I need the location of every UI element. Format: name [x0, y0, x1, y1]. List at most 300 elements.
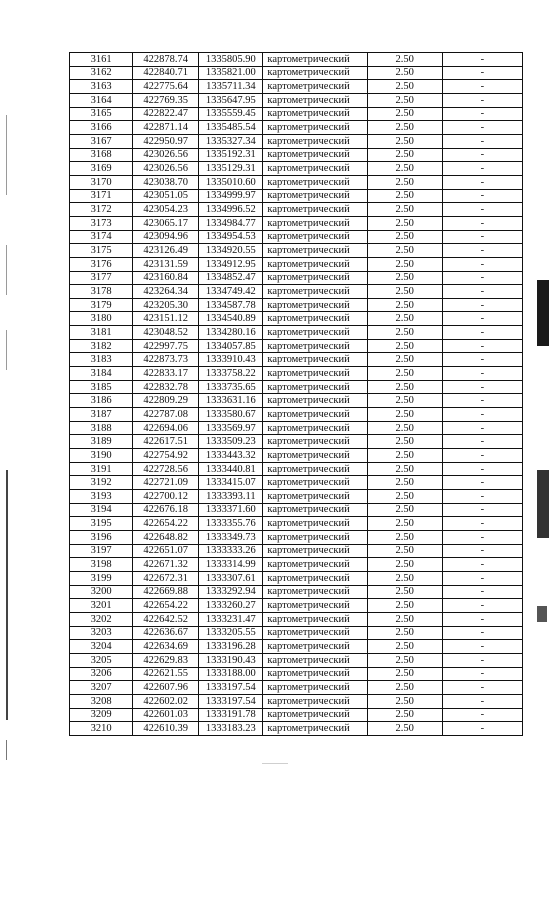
table-row — [70, 503, 523, 517]
point-number-cell: 3163 — [70, 80, 133, 94]
accuracy-cell: 2.50 — [367, 312, 442, 326]
table-row — [70, 216, 523, 230]
accuracy-cell: 2.50 — [367, 134, 442, 148]
table-row — [70, 476, 523, 490]
method-cell: картометрический — [263, 530, 367, 544]
description-cell: - — [442, 380, 522, 394]
point-number-cell: 3198 — [70, 558, 133, 572]
y-coordinate-cell: 1334999.97 — [199, 189, 263, 203]
y-coordinate-cell: 1334540.89 — [199, 312, 263, 326]
x-coordinate-cell: 422950.97 — [133, 134, 199, 148]
table-row — [70, 380, 523, 394]
accuracy-cell: 2.50 — [367, 722, 442, 736]
description-cell: - — [442, 476, 522, 490]
point-number-cell: 3193 — [70, 490, 133, 504]
y-coordinate-cell: 1333231.47 — [199, 612, 263, 626]
point-number-cell: 3208 — [70, 694, 133, 708]
point-number-cell: 3182 — [70, 339, 133, 353]
method-cell: картометрический — [263, 476, 367, 490]
table-row — [70, 326, 523, 340]
accuracy-cell: 2.50 — [367, 462, 442, 476]
y-coordinate-cell: 1333415.07 — [199, 476, 263, 490]
table-row — [70, 244, 523, 258]
method-cell: картометрический — [263, 326, 367, 340]
y-coordinate-cell: 1333758.22 — [199, 367, 263, 381]
method-cell: картометрический — [263, 585, 367, 599]
description-cell: - — [442, 449, 522, 463]
x-coordinate-cell: 422671.32 — [133, 558, 199, 572]
accuracy-cell: 2.50 — [367, 353, 442, 367]
table-row — [70, 681, 523, 695]
description-cell: - — [442, 517, 522, 531]
accuracy-cell: 2.50 — [367, 339, 442, 353]
accuracy-cell: 2.50 — [367, 681, 442, 695]
method-cell: картометрический — [263, 175, 367, 189]
point-number-cell: 3186 — [70, 394, 133, 408]
method-cell: картометрический — [263, 285, 367, 299]
y-coordinate-cell: 1335647.95 — [199, 93, 263, 107]
table-row — [70, 449, 523, 463]
description-cell: - — [442, 694, 522, 708]
description-cell: - — [442, 708, 522, 722]
table-row — [70, 612, 523, 626]
x-coordinate-cell: 422809.29 — [133, 394, 199, 408]
x-coordinate-cell: 422840.71 — [133, 66, 199, 80]
point-number-cell: 3191 — [70, 462, 133, 476]
y-coordinate-cell: 1333910.43 — [199, 353, 263, 367]
y-coordinate-cell: 1333191.78 — [199, 708, 263, 722]
table-row — [70, 653, 523, 667]
table-row — [70, 66, 523, 80]
x-coordinate-cell: 422822.47 — [133, 107, 199, 121]
table-row — [70, 558, 523, 572]
point-number-cell: 3210 — [70, 722, 133, 736]
description-cell: - — [442, 490, 522, 504]
accuracy-cell: 2.50 — [367, 544, 442, 558]
scan-artifact-right — [537, 606, 547, 622]
point-number-cell: 3201 — [70, 599, 133, 613]
y-coordinate-cell: 1333443.32 — [199, 449, 263, 463]
y-coordinate-cell: 1333183.23 — [199, 722, 263, 736]
point-number-cell: 3161 — [70, 53, 133, 67]
description-cell: - — [442, 257, 522, 271]
y-coordinate-cell: 1333260.27 — [199, 599, 263, 613]
description-cell: - — [442, 121, 522, 135]
description-cell: - — [442, 107, 522, 121]
point-number-cell: 3179 — [70, 298, 133, 312]
y-coordinate-cell: 1335129.31 — [199, 162, 263, 176]
method-cell: картометрический — [263, 681, 367, 695]
y-coordinate-cell: 1333349.73 — [199, 530, 263, 544]
x-coordinate-cell: 422672.31 — [133, 571, 199, 585]
table-row — [70, 585, 523, 599]
description-cell: - — [442, 626, 522, 640]
point-number-cell: 3207 — [70, 681, 133, 695]
description-cell: - — [442, 285, 522, 299]
description-cell: - — [442, 353, 522, 367]
point-number-cell: 3189 — [70, 435, 133, 449]
description-cell: - — [442, 722, 522, 736]
x-coordinate-cell: 423054.23 — [133, 203, 199, 217]
point-number-cell: 3169 — [70, 162, 133, 176]
description-cell: - — [442, 53, 522, 67]
method-cell: картометрический — [263, 121, 367, 135]
description-cell: - — [442, 66, 522, 80]
table-row — [70, 694, 523, 708]
method-cell: картометрический — [263, 612, 367, 626]
x-coordinate-cell: 422871.14 — [133, 121, 199, 135]
table-row — [70, 312, 523, 326]
x-coordinate-cell: 422833.17 — [133, 367, 199, 381]
y-coordinate-cell: 1333333.26 — [199, 544, 263, 558]
table-row — [70, 367, 523, 381]
point-number-cell: 3162 — [70, 66, 133, 80]
accuracy-cell: 2.50 — [367, 667, 442, 681]
accuracy-cell: 2.50 — [367, 298, 442, 312]
point-number-cell: 3164 — [70, 93, 133, 107]
description-cell: - — [442, 175, 522, 189]
method-cell: картометрический — [263, 722, 367, 736]
method-cell: картометрический — [263, 66, 367, 80]
scan-artifact-left — [6, 740, 7, 760]
point-number-cell: 3200 — [70, 585, 133, 599]
point-number-cell: 3174 — [70, 230, 133, 244]
x-coordinate-cell: 422997.75 — [133, 339, 199, 353]
y-coordinate-cell: 1335010.60 — [199, 175, 263, 189]
accuracy-cell: 2.50 — [367, 189, 442, 203]
x-coordinate-cell: 422694.06 — [133, 421, 199, 435]
method-cell: картометрический — [263, 626, 367, 640]
description-cell: - — [442, 667, 522, 681]
point-number-cell: 3196 — [70, 530, 133, 544]
y-coordinate-cell: 1335559.45 — [199, 107, 263, 121]
accuracy-cell: 2.50 — [367, 216, 442, 230]
point-number-cell: 3183 — [70, 353, 133, 367]
point-number-cell: 3176 — [70, 257, 133, 271]
point-number-cell: 3168 — [70, 148, 133, 162]
x-coordinate-cell: 423038.70 — [133, 175, 199, 189]
description-cell: - — [442, 271, 522, 285]
table-row — [70, 175, 523, 189]
y-coordinate-cell: 1333292.94 — [199, 585, 263, 599]
accuracy-cell: 2.50 — [367, 503, 442, 517]
method-cell: картометрический — [263, 244, 367, 258]
method-cell: картометрический — [263, 107, 367, 121]
x-coordinate-cell: 423094.96 — [133, 230, 199, 244]
point-number-cell: 3166 — [70, 121, 133, 135]
description-cell: - — [442, 612, 522, 626]
y-coordinate-cell: 1333190.43 — [199, 653, 263, 667]
table-row — [70, 394, 523, 408]
method-cell: картометрический — [263, 148, 367, 162]
description-cell: - — [442, 421, 522, 435]
description-cell: - — [442, 462, 522, 476]
y-coordinate-cell: 1334912.95 — [199, 257, 263, 271]
description-cell: - — [442, 367, 522, 381]
method-cell: картометрический — [263, 216, 367, 230]
point-number-cell: 3175 — [70, 244, 133, 258]
y-coordinate-cell: 1334954.53 — [199, 230, 263, 244]
point-number-cell: 3180 — [70, 312, 133, 326]
scan-artifact-right — [537, 470, 549, 538]
x-coordinate-cell: 422601.03 — [133, 708, 199, 722]
accuracy-cell: 2.50 — [367, 107, 442, 121]
description-cell: - — [442, 640, 522, 654]
table-row — [70, 257, 523, 271]
description-cell: - — [442, 599, 522, 613]
method-cell: картометрический — [263, 257, 367, 271]
table-row — [70, 189, 523, 203]
point-number-cell: 3194 — [70, 503, 133, 517]
point-number-cell: 3195 — [70, 517, 133, 531]
method-cell: картометрический — [263, 271, 367, 285]
scan-artifact-bottom — [262, 763, 288, 764]
method-cell: картометрический — [263, 571, 367, 585]
y-coordinate-cell: 1333205.55 — [199, 626, 263, 640]
point-number-cell: 3209 — [70, 708, 133, 722]
table-row — [70, 667, 523, 681]
point-number-cell: 3206 — [70, 667, 133, 681]
description-cell: - — [442, 326, 522, 340]
table-row — [70, 408, 523, 422]
point-number-cell: 3202 — [70, 612, 133, 626]
x-coordinate-cell: 422878.74 — [133, 53, 199, 67]
x-coordinate-cell: 422642.52 — [133, 612, 199, 626]
method-cell: картометрический — [263, 408, 367, 422]
x-coordinate-cell: 422700.12 — [133, 490, 199, 504]
table-row — [70, 722, 523, 736]
accuracy-cell: 2.50 — [367, 230, 442, 244]
accuracy-cell: 2.50 — [367, 326, 442, 340]
description-cell: - — [442, 134, 522, 148]
accuracy-cell: 2.50 — [367, 571, 442, 585]
x-coordinate-cell: 422634.69 — [133, 640, 199, 654]
y-coordinate-cell: 1333393.11 — [199, 490, 263, 504]
y-coordinate-cell: 1334852.47 — [199, 271, 263, 285]
y-coordinate-cell: 1335192.31 — [199, 148, 263, 162]
method-cell: картометрический — [263, 462, 367, 476]
accuracy-cell: 2.50 — [367, 175, 442, 189]
scan-artifact-right — [537, 280, 549, 346]
description-cell: - — [442, 394, 522, 408]
accuracy-cell: 2.50 — [367, 530, 442, 544]
description-cell: - — [442, 585, 522, 599]
x-coordinate-cell: 423205.30 — [133, 298, 199, 312]
x-coordinate-cell: 422754.92 — [133, 449, 199, 463]
accuracy-cell: 2.50 — [367, 517, 442, 531]
point-number-cell: 3205 — [70, 653, 133, 667]
description-cell: - — [442, 80, 522, 94]
description-cell: - — [442, 312, 522, 326]
description-cell: - — [442, 216, 522, 230]
point-number-cell: 3188 — [70, 421, 133, 435]
x-coordinate-cell: 422610.39 — [133, 722, 199, 736]
description-cell: - — [442, 435, 522, 449]
y-coordinate-cell: 1335327.34 — [199, 134, 263, 148]
scan-artifact-left — [6, 115, 7, 195]
method-cell: картометрический — [263, 162, 367, 176]
accuracy-cell: 2.50 — [367, 271, 442, 285]
method-cell: картометрический — [263, 708, 367, 722]
accuracy-cell: 2.50 — [367, 626, 442, 640]
table-row — [70, 107, 523, 121]
table-row — [70, 462, 523, 476]
method-cell: картометрический — [263, 667, 367, 681]
table-row — [70, 162, 523, 176]
point-number-cell: 3204 — [70, 640, 133, 654]
accuracy-cell: 2.50 — [367, 93, 442, 107]
x-coordinate-cell: 423048.52 — [133, 326, 199, 340]
x-coordinate-cell: 422787.08 — [133, 408, 199, 422]
y-coordinate-cell: 1333307.61 — [199, 571, 263, 585]
accuracy-cell: 2.50 — [367, 53, 442, 67]
y-coordinate-cell: 1333569.97 — [199, 421, 263, 435]
method-cell: картометрический — [263, 421, 367, 435]
point-number-cell: 3187 — [70, 408, 133, 422]
y-coordinate-cell: 1333440.81 — [199, 462, 263, 476]
description-cell: - — [442, 408, 522, 422]
accuracy-cell: 2.50 — [367, 640, 442, 654]
x-coordinate-cell: 422617.51 — [133, 435, 199, 449]
method-cell: картометрический — [263, 53, 367, 67]
scan-artifact-left — [6, 330, 7, 370]
point-number-cell: 3171 — [70, 189, 133, 203]
x-coordinate-cell: 423131.59 — [133, 257, 199, 271]
accuracy-cell: 2.50 — [367, 612, 442, 626]
coordinates-table — [69, 52, 523, 736]
method-cell: картометрический — [263, 449, 367, 463]
x-coordinate-cell: 422832.78 — [133, 380, 199, 394]
method-cell: картометрический — [263, 503, 367, 517]
table-row — [70, 203, 523, 217]
description-cell: - — [442, 162, 522, 176]
point-number-cell: 3185 — [70, 380, 133, 394]
x-coordinate-cell: 423026.56 — [133, 148, 199, 162]
point-number-cell: 3167 — [70, 134, 133, 148]
x-coordinate-cell: 422651.07 — [133, 544, 199, 558]
table-row — [70, 53, 523, 67]
x-coordinate-cell: 423065.17 — [133, 216, 199, 230]
method-cell: картометрический — [263, 394, 367, 408]
table-row — [70, 421, 523, 435]
point-number-cell: 3184 — [70, 367, 133, 381]
description-cell: - — [442, 93, 522, 107]
method-cell: картометрический — [263, 189, 367, 203]
point-number-cell: 3190 — [70, 449, 133, 463]
y-coordinate-cell: 1334749.42 — [199, 285, 263, 299]
accuracy-cell: 2.50 — [367, 694, 442, 708]
y-coordinate-cell: 1334984.77 — [199, 216, 263, 230]
description-cell: - — [442, 653, 522, 667]
y-coordinate-cell: 1334920.55 — [199, 244, 263, 258]
y-coordinate-cell: 1333355.76 — [199, 517, 263, 531]
method-cell: картометрический — [263, 640, 367, 654]
x-coordinate-cell: 422636.67 — [133, 626, 199, 640]
x-coordinate-cell: 422669.88 — [133, 585, 199, 599]
method-cell: картометрический — [263, 339, 367, 353]
method-cell: картометрический — [263, 134, 367, 148]
y-coordinate-cell: 1333188.00 — [199, 667, 263, 681]
description-cell: - — [442, 544, 522, 558]
x-coordinate-cell: 422721.09 — [133, 476, 199, 490]
y-coordinate-cell: 1333197.54 — [199, 694, 263, 708]
y-coordinate-cell: 1335805.90 — [199, 53, 263, 67]
y-coordinate-cell: 1333735.65 — [199, 380, 263, 394]
method-cell: картометрический — [263, 380, 367, 394]
accuracy-cell: 2.50 — [367, 203, 442, 217]
x-coordinate-cell: 422602.02 — [133, 694, 199, 708]
description-cell: - — [442, 189, 522, 203]
y-coordinate-cell: 1335711.34 — [199, 80, 263, 94]
table-row — [70, 148, 523, 162]
accuracy-cell: 2.50 — [367, 394, 442, 408]
accuracy-cell: 2.50 — [367, 708, 442, 722]
point-number-cell: 3192 — [70, 476, 133, 490]
point-number-cell: 3178 — [70, 285, 133, 299]
method-cell: картометрический — [263, 694, 367, 708]
point-number-cell: 3165 — [70, 107, 133, 121]
table-row — [70, 271, 523, 285]
method-cell: картометрический — [263, 80, 367, 94]
y-coordinate-cell: 1333631.16 — [199, 394, 263, 408]
y-coordinate-cell: 1333371.60 — [199, 503, 263, 517]
accuracy-cell: 2.50 — [367, 421, 442, 435]
table-row — [70, 121, 523, 135]
table-row — [70, 490, 523, 504]
method-cell: картометрический — [263, 93, 367, 107]
x-coordinate-cell: 423264.34 — [133, 285, 199, 299]
table-row — [70, 530, 523, 544]
table-row — [70, 708, 523, 722]
accuracy-cell: 2.50 — [367, 653, 442, 667]
x-coordinate-cell: 423151.12 — [133, 312, 199, 326]
x-coordinate-cell: 422629.83 — [133, 653, 199, 667]
x-coordinate-cell: 422648.82 — [133, 530, 199, 544]
table-row — [70, 435, 523, 449]
table-row — [70, 80, 523, 94]
y-coordinate-cell: 1335821.00 — [199, 66, 263, 80]
table-row — [70, 353, 523, 367]
y-coordinate-cell: 1333197.54 — [199, 681, 263, 695]
accuracy-cell: 2.50 — [367, 121, 442, 135]
point-number-cell: 3181 — [70, 326, 133, 340]
y-coordinate-cell: 1334280.16 — [199, 326, 263, 340]
accuracy-cell: 2.50 — [367, 585, 442, 599]
x-coordinate-cell: 422621.55 — [133, 667, 199, 681]
method-cell: картометрический — [263, 558, 367, 572]
table-row — [70, 230, 523, 244]
point-number-cell: 3197 — [70, 544, 133, 558]
accuracy-cell: 2.50 — [367, 285, 442, 299]
method-cell: картометрический — [263, 230, 367, 244]
table-row — [70, 640, 523, 654]
x-coordinate-cell: 423026.56 — [133, 162, 199, 176]
description-cell: - — [442, 530, 522, 544]
method-cell: картометрический — [263, 435, 367, 449]
table-row — [70, 339, 523, 353]
method-cell: картометрический — [263, 312, 367, 326]
method-cell: картометрический — [263, 653, 367, 667]
y-coordinate-cell: 1333580.67 — [199, 408, 263, 422]
scan-artifact-left — [6, 470, 8, 720]
x-coordinate-cell: 422654.22 — [133, 517, 199, 531]
accuracy-cell: 2.50 — [367, 449, 442, 463]
table-row — [70, 626, 523, 640]
x-coordinate-cell: 422775.64 — [133, 80, 199, 94]
point-number-cell: 3173 — [70, 216, 133, 230]
point-number-cell: 3170 — [70, 175, 133, 189]
y-coordinate-cell: 1334057.85 — [199, 339, 263, 353]
